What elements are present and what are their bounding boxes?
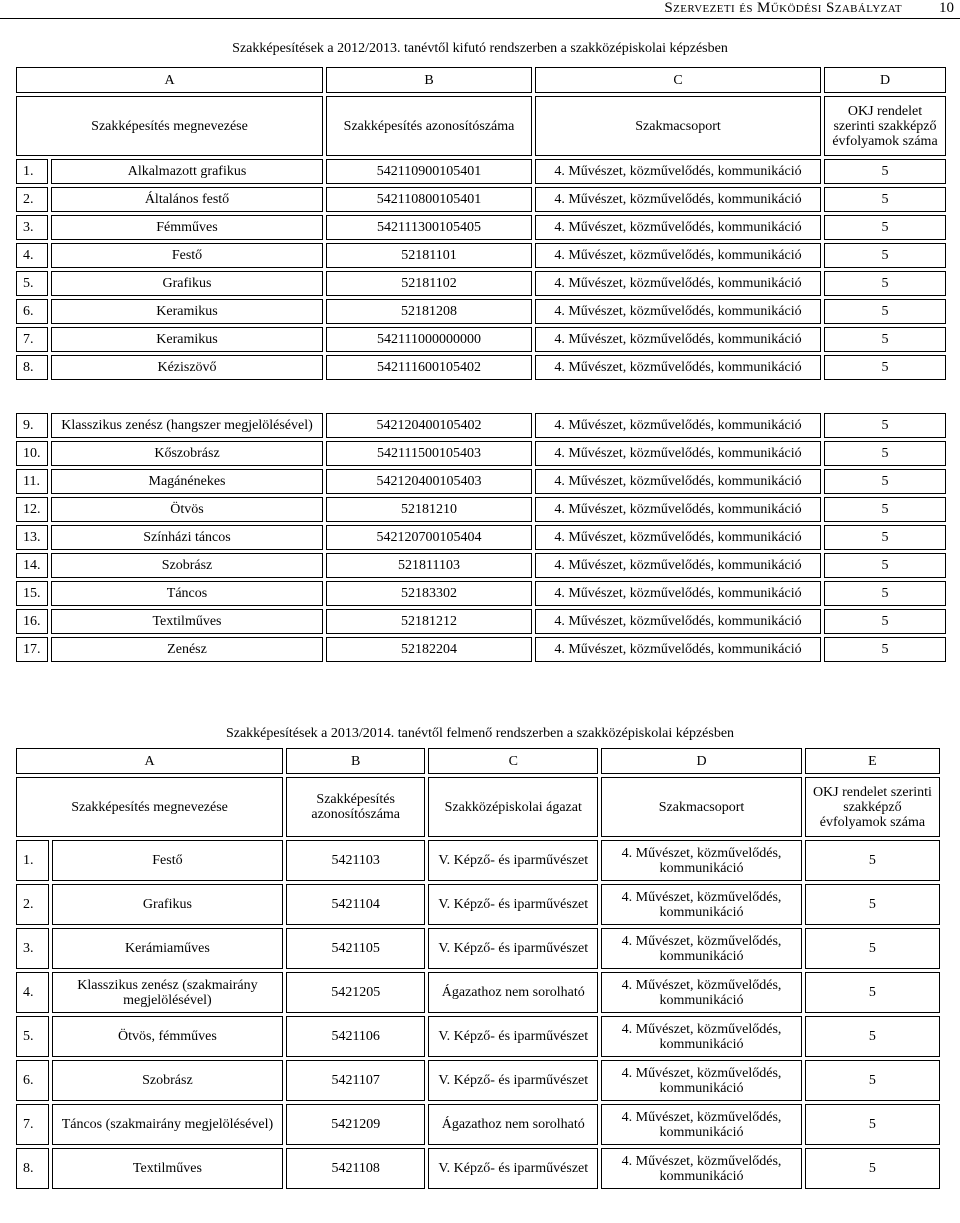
qualification-name: Klasszikus zenész (hangszer megjelölésével) xyxy=(51,413,323,438)
column-header-row xyxy=(16,96,946,156)
school-branch: V. Képző- és iparművészet xyxy=(428,840,598,881)
column-letter: A xyxy=(16,748,283,774)
column-letter-row xyxy=(16,67,946,93)
table-row xyxy=(16,187,946,212)
row-number: 5. xyxy=(16,271,48,296)
row-number: 10. xyxy=(16,441,48,466)
training-years: 5 xyxy=(805,972,940,1013)
table-row xyxy=(16,441,946,466)
training-years: 5 xyxy=(824,355,946,380)
table-felmeno-szakkepesitesek xyxy=(13,745,943,1192)
table-row xyxy=(16,840,940,881)
table-row xyxy=(16,1060,940,1101)
qualification-name: Táncos (szakmairány megjelölésével) xyxy=(52,1104,283,1145)
school-branch: V. Képző- és iparművészet xyxy=(428,884,598,925)
school-branch: Ágazathoz nem sorolható xyxy=(428,972,598,1013)
qualification-group: 4. Művészet, közművelődés, kommunikáció xyxy=(535,469,821,494)
qualification-code: 542111600105402 xyxy=(326,355,532,380)
column-header-row xyxy=(16,777,940,837)
table-row xyxy=(16,299,946,324)
school-branch: Ágazathoz nem sorolható xyxy=(428,1104,598,1145)
qualification-name: Festő xyxy=(51,243,323,268)
qualification-group: 4. Művészet, közművelődés, kommunikáció xyxy=(535,581,821,606)
qualification-code: 542120700105404 xyxy=(326,525,532,550)
training-years: 5 xyxy=(824,497,946,522)
qualification-group: 4. Művészet, közművelődés, kommunikáció xyxy=(535,271,821,296)
qualification-group: 4. Művészet, közművelődés, kommunikáció xyxy=(535,497,821,522)
training-years: 5 xyxy=(824,299,946,324)
qualification-group: 4. Művészet, közművelődés, kommunikáció xyxy=(601,1016,802,1057)
page-header xyxy=(0,0,960,19)
qualification-name: Színházi táncos xyxy=(51,525,323,550)
table-row xyxy=(16,581,946,606)
table-row xyxy=(16,243,946,268)
qualification-group: 4. Művészet, közművelődés, kommunikáció xyxy=(601,928,802,969)
training-years: 5 xyxy=(805,928,940,969)
qualification-name: Keramikus xyxy=(51,299,323,324)
qualification-group: 4. Művészet, közművelődés, kommunikáció xyxy=(535,243,821,268)
qualification-code: 52181210 xyxy=(326,497,532,522)
training-years: 5 xyxy=(824,413,946,438)
qualification-code: 5421108 xyxy=(286,1148,425,1189)
row-number: 9. xyxy=(16,413,48,438)
qualification-group: 4. Művészet, közművelődés, kommunikáció xyxy=(535,553,821,578)
qualification-code: 52181101 xyxy=(326,243,532,268)
row-number: 4. xyxy=(16,972,49,1013)
qualification-name: Ötvös xyxy=(51,497,323,522)
school-branch: V. Képző- és iparművészet xyxy=(428,1148,598,1189)
qualification-name: Kéziszövő xyxy=(51,355,323,380)
table-row xyxy=(16,609,946,634)
row-number: 2. xyxy=(16,884,49,925)
qualification-code: 5421104 xyxy=(286,884,425,925)
table-row xyxy=(16,1148,940,1189)
table-row xyxy=(16,327,946,352)
qualification-name: Grafikus xyxy=(51,271,323,296)
column-header: OKJ rendelet szerinti szakképző évfolyamok száma xyxy=(824,96,946,156)
qualification-code: 52181102 xyxy=(326,271,532,296)
qualification-code: 542120400105402 xyxy=(326,413,532,438)
qualification-name: Keramikus xyxy=(51,327,323,352)
qualification-code: 52182204 xyxy=(326,637,532,662)
training-years: 5 xyxy=(824,327,946,352)
row-number: 8. xyxy=(16,355,48,380)
row-number: 7. xyxy=(16,1104,49,1145)
training-years: 5 xyxy=(824,525,946,550)
column-letter: B xyxy=(326,67,532,93)
training-years: 5 xyxy=(805,1148,940,1189)
qualification-code: 5421107 xyxy=(286,1060,425,1101)
qualification-group: 4. Művészet, közművelődés, kommunikáció xyxy=(601,840,802,881)
qualification-group: 4. Művészet, közművelődés, kommunikáció xyxy=(535,441,821,466)
qualification-code: 5421106 xyxy=(286,1016,425,1057)
qualification-code: 521811103 xyxy=(326,553,532,578)
row-number: 7. xyxy=(16,327,48,352)
qualification-code: 542120400105403 xyxy=(326,469,532,494)
page-number: 10 xyxy=(939,0,954,16)
training-years: 5 xyxy=(824,469,946,494)
qualification-group: 4. Művészet, közművelődés, kommunikáció xyxy=(535,215,821,240)
column-header: Szakmacsoport xyxy=(601,777,802,837)
qualification-name: Textilműves xyxy=(51,609,323,634)
column-letter-row xyxy=(16,748,940,774)
qualification-name: Textilműves xyxy=(52,1148,283,1189)
training-years: 5 xyxy=(824,609,946,634)
row-number: 2. xyxy=(16,187,48,212)
qualification-name: Általános festő xyxy=(51,187,323,212)
training-years: 5 xyxy=(824,187,946,212)
training-years: 5 xyxy=(824,159,946,184)
column-header: Szakközépiskolai ágazat xyxy=(428,777,598,837)
column-letter: E xyxy=(805,748,940,774)
qualification-name: Szobrász xyxy=(52,1060,283,1101)
qualification-name: Grafikus xyxy=(52,884,283,925)
table-row xyxy=(16,271,946,296)
qualification-code: 542110900105401 xyxy=(326,159,532,184)
training-years: 5 xyxy=(824,215,946,240)
table2-caption: Szakképesítések a 2013/2014. tanévtől felmenő rendszerben a szakközépiskolai képzésben xyxy=(225,726,735,741)
qualification-code: 542111300105405 xyxy=(326,215,532,240)
row-number: 15. xyxy=(16,581,48,606)
table-row xyxy=(16,1016,940,1057)
row-number: 6. xyxy=(16,1060,49,1101)
qualification-group: 4. Művészet, közművelődés, kommunikáció xyxy=(601,1104,802,1145)
qualification-name: Alkalmazott grafikus xyxy=(51,159,323,184)
training-years: 5 xyxy=(805,1016,940,1057)
column-header: Szakmacsoport xyxy=(535,96,821,156)
table-row xyxy=(16,159,946,184)
table1-caption: Szakképesítések a 2012/2013. tanévtől kifutó rendszerben a szakközépiskolai képzésben xyxy=(232,41,728,56)
qualification-group: 4. Művészet, közművelődés, kommunikáció xyxy=(535,159,821,184)
qualification-group: 4. Művészet, közművelődés, kommunikáció xyxy=(535,355,821,380)
row-number: 16. xyxy=(16,609,48,634)
qualification-group: 4. Művészet, közművelődés, kommunikáció xyxy=(601,884,802,925)
qualification-group: 4. Művészet, közművelődés, kommunikáció xyxy=(535,299,821,324)
qualification-code: 542111000000000 xyxy=(326,327,532,352)
table-row xyxy=(16,469,946,494)
column-letter: D xyxy=(824,67,946,93)
column-header: Szakképesítés azonosítószáma xyxy=(286,777,425,837)
row-number: 1. xyxy=(16,840,49,881)
row-number: 8. xyxy=(16,1148,49,1189)
column-letter: C xyxy=(428,748,598,774)
column-header: Szakképesítés azonosítószáma xyxy=(326,96,532,156)
qualification-group: 4. Művészet, közművelődés, kommunikáció xyxy=(535,637,821,662)
table-row xyxy=(16,928,940,969)
qualification-code: 5421205 xyxy=(286,972,425,1013)
column-header: OKJ rendelet szerinti szakképző évfolyamok száma xyxy=(805,777,940,837)
row-number: 3. xyxy=(16,928,49,969)
training-years: 5 xyxy=(824,581,946,606)
table-row xyxy=(16,553,946,578)
row-number: 13. xyxy=(16,525,48,550)
table-row xyxy=(16,525,946,550)
row-number: 1. xyxy=(16,159,48,184)
column-letter: D xyxy=(601,748,802,774)
column-letter: A xyxy=(16,67,323,93)
qualification-group: 4. Művészet, közművelődés, kommunikáció xyxy=(601,1148,802,1189)
school-branch: V. Képző- és iparművészet xyxy=(428,928,598,969)
qualification-code: 5421105 xyxy=(286,928,425,969)
table-row xyxy=(16,972,940,1013)
qualification-code: 542111500105403 xyxy=(326,441,532,466)
training-years: 5 xyxy=(805,1060,940,1101)
qualification-code: 52183302 xyxy=(326,581,532,606)
qualification-code: 542110800105401 xyxy=(326,187,532,212)
training-years: 5 xyxy=(824,441,946,466)
qualification-group: 4. Művészet, közművelődés, kommunikáció xyxy=(535,525,821,550)
qualification-name: Szobrász xyxy=(51,553,323,578)
table-row xyxy=(16,497,946,522)
qualification-group: 4. Művészet, közművelődés, kommunikáció xyxy=(601,972,802,1013)
qualification-name: Kőszobrász xyxy=(51,441,323,466)
training-years: 5 xyxy=(824,271,946,296)
training-years: 5 xyxy=(824,243,946,268)
qualification-name: Táncos xyxy=(51,581,323,606)
qualification-name: Ötvös, fémműves xyxy=(52,1016,283,1057)
training-years: 5 xyxy=(805,840,940,881)
qualification-group: 4. Művészet, közművelődés, kommunikáció xyxy=(535,609,821,634)
qualification-code: 5421209 xyxy=(286,1104,425,1145)
table-row xyxy=(16,884,940,925)
qualification-group: 4. Művészet, közművelődés, kommunikáció xyxy=(535,187,821,212)
qualification-code: 52181212 xyxy=(326,609,532,634)
qualification-group: 4. Művészet, közművelődés, kommunikáció xyxy=(601,1060,802,1101)
qualification-name: Fémműves xyxy=(51,215,323,240)
school-branch: V. Képző- és iparművészet xyxy=(428,1016,598,1057)
row-gap xyxy=(16,383,946,410)
training-years: 5 xyxy=(805,1104,940,1145)
row-number: 14. xyxy=(16,553,48,578)
column-header: Szakképesítés megnevezése xyxy=(16,96,323,156)
table-row xyxy=(16,637,946,662)
row-number: 11. xyxy=(16,469,48,494)
table-kifuto-szakkepesitesek xyxy=(13,64,949,665)
row-number: 3. xyxy=(16,215,48,240)
running-title: Szervezeti és Működési Szabályzat xyxy=(664,0,902,16)
table-row xyxy=(16,1104,940,1145)
qualification-name: Kerámiaműves xyxy=(52,928,283,969)
row-number: 17. xyxy=(16,637,48,662)
table-row xyxy=(16,413,946,438)
qualification-name: Klasszikus zenész (szakmairány megjelölésével) xyxy=(52,972,283,1013)
training-years: 5 xyxy=(824,637,946,662)
table-row xyxy=(16,355,946,380)
qualification-group: 4. Művészet, közművelődés, kommunikáció xyxy=(535,327,821,352)
training-years: 5 xyxy=(805,884,940,925)
column-letter: C xyxy=(535,67,821,93)
row-number: 5. xyxy=(16,1016,49,1057)
row-number: 4. xyxy=(16,243,48,268)
column-letter: B xyxy=(286,748,425,774)
row-number: 12. xyxy=(16,497,48,522)
column-header: Szakképesítés megnevezése xyxy=(16,777,283,837)
qualification-code: 5421103 xyxy=(286,840,425,881)
row-number: 6. xyxy=(16,299,48,324)
qualification-group: 4. Művészet, közművelődés, kommunikáció xyxy=(535,413,821,438)
qualification-code: 52181208 xyxy=(326,299,532,324)
table-row xyxy=(16,215,946,240)
qualification-name: Magánénekes xyxy=(51,469,323,494)
training-years: 5 xyxy=(824,553,946,578)
qualification-name: Zenész xyxy=(51,637,323,662)
qualification-name: Festő xyxy=(52,840,283,881)
school-branch: V. Képző- és iparművészet xyxy=(428,1060,598,1101)
